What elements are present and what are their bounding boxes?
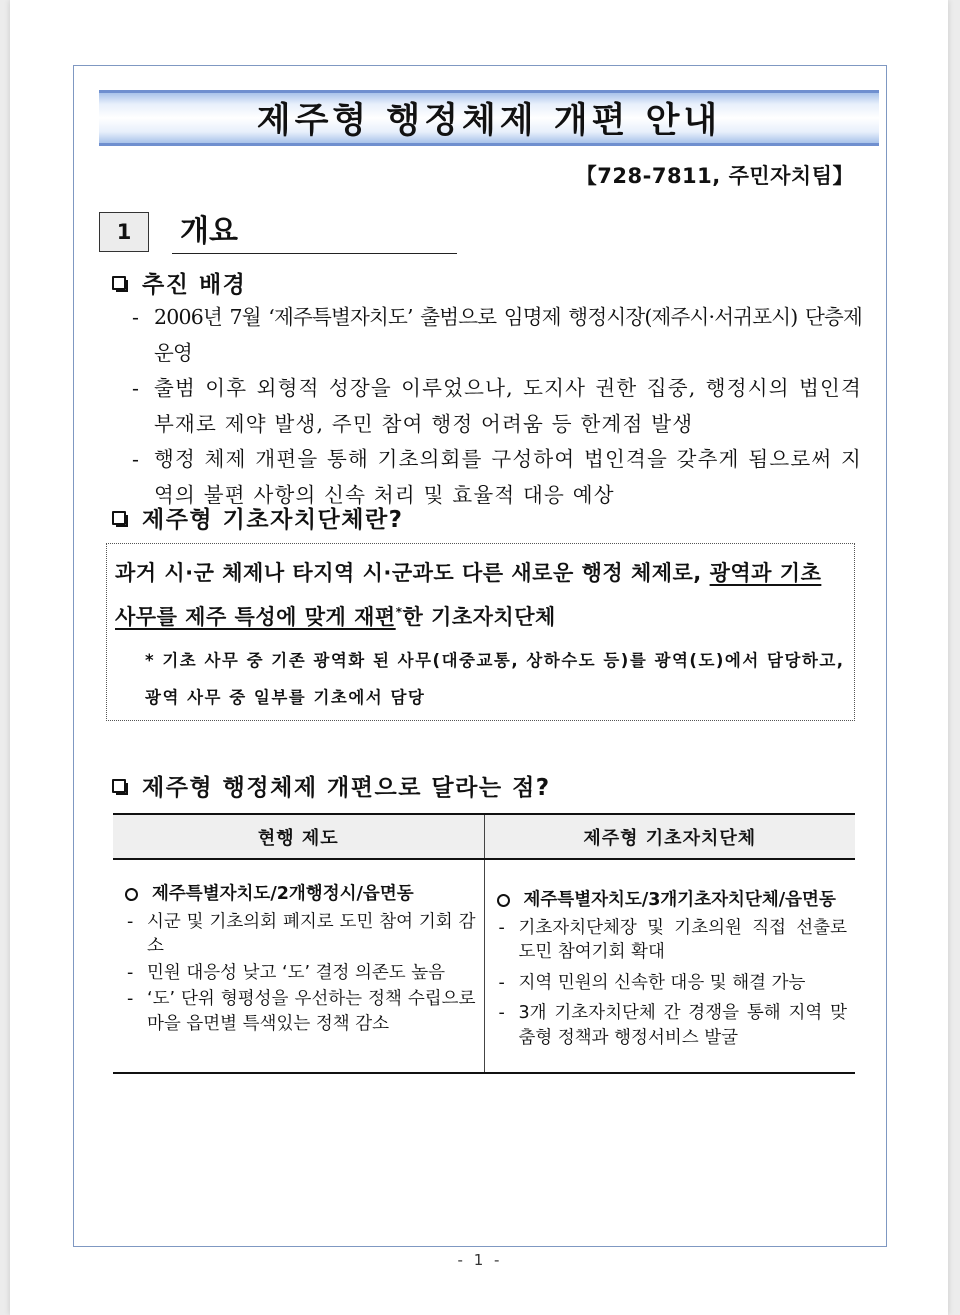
definition-heading-text: 제주형 기초자치단체란?	[142, 507, 404, 533]
checkbox-bullet-icon	[112, 276, 126, 290]
title-banner	[99, 90, 879, 146]
list-item: - 행정 체제 개편을 통해 기초의회를 구성하여 법인격을 갖추게 됨으로써 지역의 불편 사항의 신속 처리 및 효율적 대응 예상	[132, 447, 862, 507]
background-list	[132, 300, 862, 513]
list-item: - 기초자치단체장 및 기초의원 직접 선출로 도민 참여기회 확대	[498, 917, 847, 962]
section-number: 1	[99, 212, 149, 252]
checkbox-bullet-icon	[112, 779, 126, 793]
definition-footnote: * 기초 사무 중 기존 광역화 된 사무(대중교통, 상하수도 등)를 광역(도)에서 담당하고, 광역 사무 중 일부를 기초에서 담당	[145, 651, 845, 707]
background-heading	[112, 266, 246, 299]
current-system-cell	[113, 859, 484, 1073]
definition-emphasis: 광역과 기초 사무를 제주 특성에 맞게 재편	[115, 561, 822, 629]
list-item: - 3개 기초자치단체 간 경쟁을 통해 지역 맞춤형 정책과 행정서비스 발굴	[498, 1003, 847, 1048]
list-item: - 출범 이후 외형적 성장을 이루었으나, 도지사 권한 집중, 행정시의 법인격 부재로 제약 발생, 주민 참여 행정 어려움 등 한계점 발생	[132, 376, 862, 436]
definition-heading	[112, 501, 404, 534]
comparison-heading	[112, 769, 551, 802]
list-item: - 민원 대응성 낮고 ‘도’ 결정 의존도 높음	[127, 962, 446, 983]
circle-bullet-icon	[497, 894, 510, 907]
column-header-current: 현행 제도	[113, 814, 484, 859]
list-item: - 지역 민원의 신속한 대응 및 해결 가능	[498, 972, 806, 993]
list-item: - 2006년 7월 ‘제주특별자치도’ 출범으로 임명제 행정시장(제주시·서귀포시) 단층제 운영	[132, 305, 862, 365]
contact-info: 【728-7811, 주민자치팀】	[575, 164, 854, 188]
proposed-system-cell	[484, 859, 855, 1073]
current-system-title: 제주특별자치도/2개행정시/읍면동	[152, 884, 414, 904]
background-heading-text: 추진 배경	[142, 272, 247, 298]
column-header-proposed: 제주형 기초자치단체	[484, 814, 855, 859]
circle-bullet-icon	[125, 888, 138, 901]
proposed-system-title: 제주특별자치도/3개기초자치단체/읍면동	[523, 890, 836, 910]
page-number: - 1 -	[457, 1251, 503, 1269]
section-title: 개요	[172, 210, 457, 254]
page-title: 제주형 행정체제 개편 안내	[256, 101, 722, 141]
comparison-heading-text: 제주형 행정체제 개편으로 달라는 점?	[142, 775, 551, 801]
list-item: - ‘도’ 단위 형평성을 우선하는 정책 수립으로 마을 읍면별 특색있는 정책 감소	[127, 989, 476, 1034]
checkbox-bullet-icon	[112, 511, 126, 525]
definition-text: 과거 시·군 체제나 타지역 시·군과도 다른 새로운 행정 체제로, 광역과 기초 사무를 제주 특성에 맞게 재편*한 기초자치단체	[115, 561, 822, 629]
definition-box	[106, 543, 855, 721]
list-item: - 시군 및 기초의회 폐지로 도민 참여 기회 감소	[127, 911, 476, 956]
comparison-table	[113, 813, 855, 1074]
